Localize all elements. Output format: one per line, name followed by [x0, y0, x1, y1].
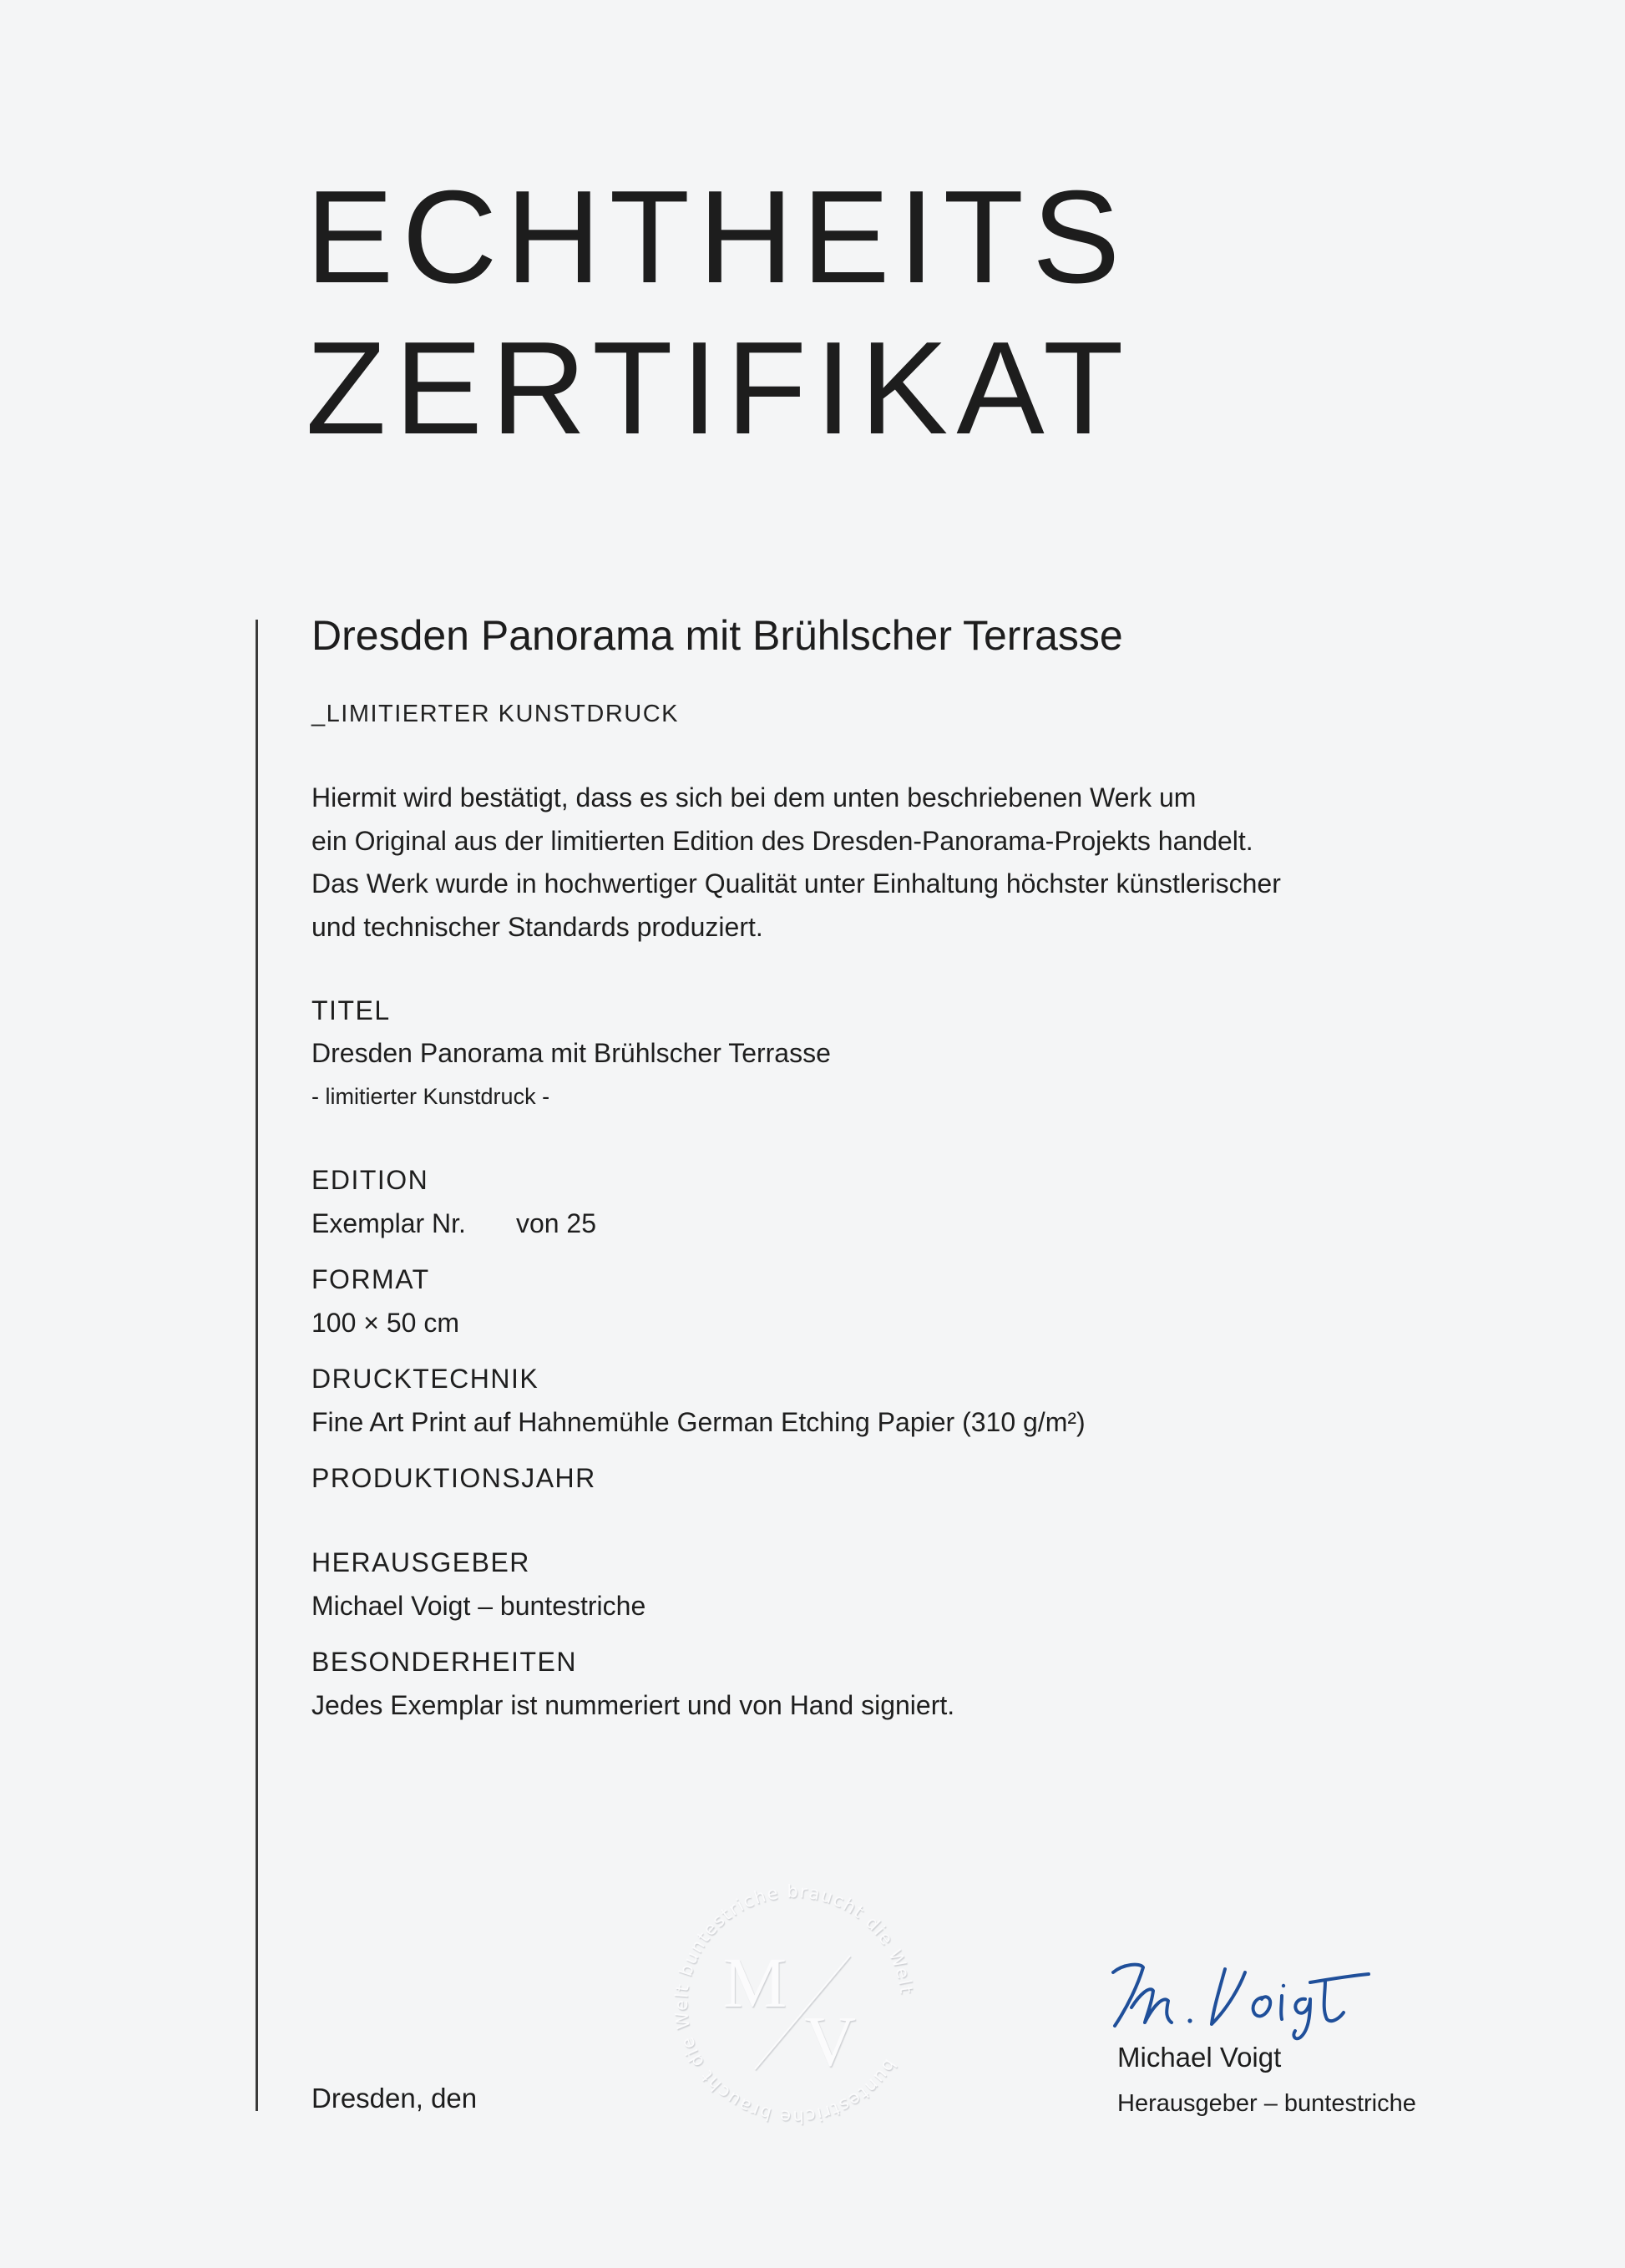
artwork-kicker: _LIMITIERTER KUNSTDRUCK	[311, 701, 680, 727]
field-value-edition	[311, 1208, 596, 1239]
field-value-herausgeber: Michael Voigt – buntestriche	[311, 1591, 646, 1621]
svg-text:buntestriche braucht die Welt: buntestriche braucht die Welt buntestriche braucht die Welt	[671, 1881, 917, 2128]
signer-name: Michael Voigt	[1117, 2042, 1282, 2073]
field-value-drucktechnik: Fine Art Print auf Hahnemühle German Etching Papier (310 g/m²)	[311, 1407, 1086, 1437]
field-label-produktionsjahr: PRODUKTIONSJAHR	[311, 1463, 596, 1493]
field-value-titel: Dresden Panorama mit Brühlscher Terrasse	[311, 1038, 831, 1068]
field-label-format: FORMAT	[311, 1264, 430, 1294]
intro-paragraph	[311, 777, 1481, 949]
place-date-line: Dresden, den	[311, 2083, 478, 2114]
intro-line: ein Original aus der limitierten Edition des Dresden-Panorama-Projekts handelt.	[311, 825, 1253, 856]
left-rule-divider	[256, 620, 258, 2111]
field-label-besonderheiten: BESONDERHEITEN	[311, 1647, 577, 1677]
field-label-drucktechnik: DRUCKTECHNIK	[311, 1364, 539, 1394]
intro-line: Hiermit wird bestätigt, dass es sich bei dem unten beschriebenen Werk um	[311, 782, 1197, 813]
certificate-title-line1: ECHTHEITS	[306, 164, 1129, 311]
field-subvalue-titel: - limitierter Kunstdruck -	[311, 1084, 550, 1109]
field-label-titel: TITEL	[311, 995, 391, 1025]
handwritten-signature-icon	[1106, 1954, 1374, 2046]
field-value-besonderheiten: Jedes Exemplar ist nummeriert und von Hand signiert.	[311, 1690, 955, 1720]
embossed-seal-icon	[656, 1866, 932, 2142]
intro-line: und technischer Standards produziert.	[311, 911, 763, 942]
intro-line: Das Werk wurde in hochwertiger Qualität unter Einhaltung höchster künstlerischer	[311, 868, 1281, 899]
certificate-title-line2: ZERTIFIKAT	[306, 315, 1132, 462]
artwork-title: Dresden Panorama mit Brühlscher Terrasse	[311, 612, 1123, 659]
signer-role: Herausgeber – buntestriche	[1117, 2090, 1416, 2117]
field-value-format: 100 × 50 cm	[311, 1308, 459, 1338]
seal-monogram-v: V	[803, 2001, 857, 2081]
field-label-herausgeber: HERAUSGEBER	[311, 1547, 530, 1577]
edition-total: von 25	[515, 1208, 597, 1238]
field-label-edition: EDITION	[311, 1165, 429, 1195]
edition-number-prefix: Exemplar Nr.	[311, 1208, 466, 1238]
seal-monogram-m: M	[722, 1942, 787, 2022]
